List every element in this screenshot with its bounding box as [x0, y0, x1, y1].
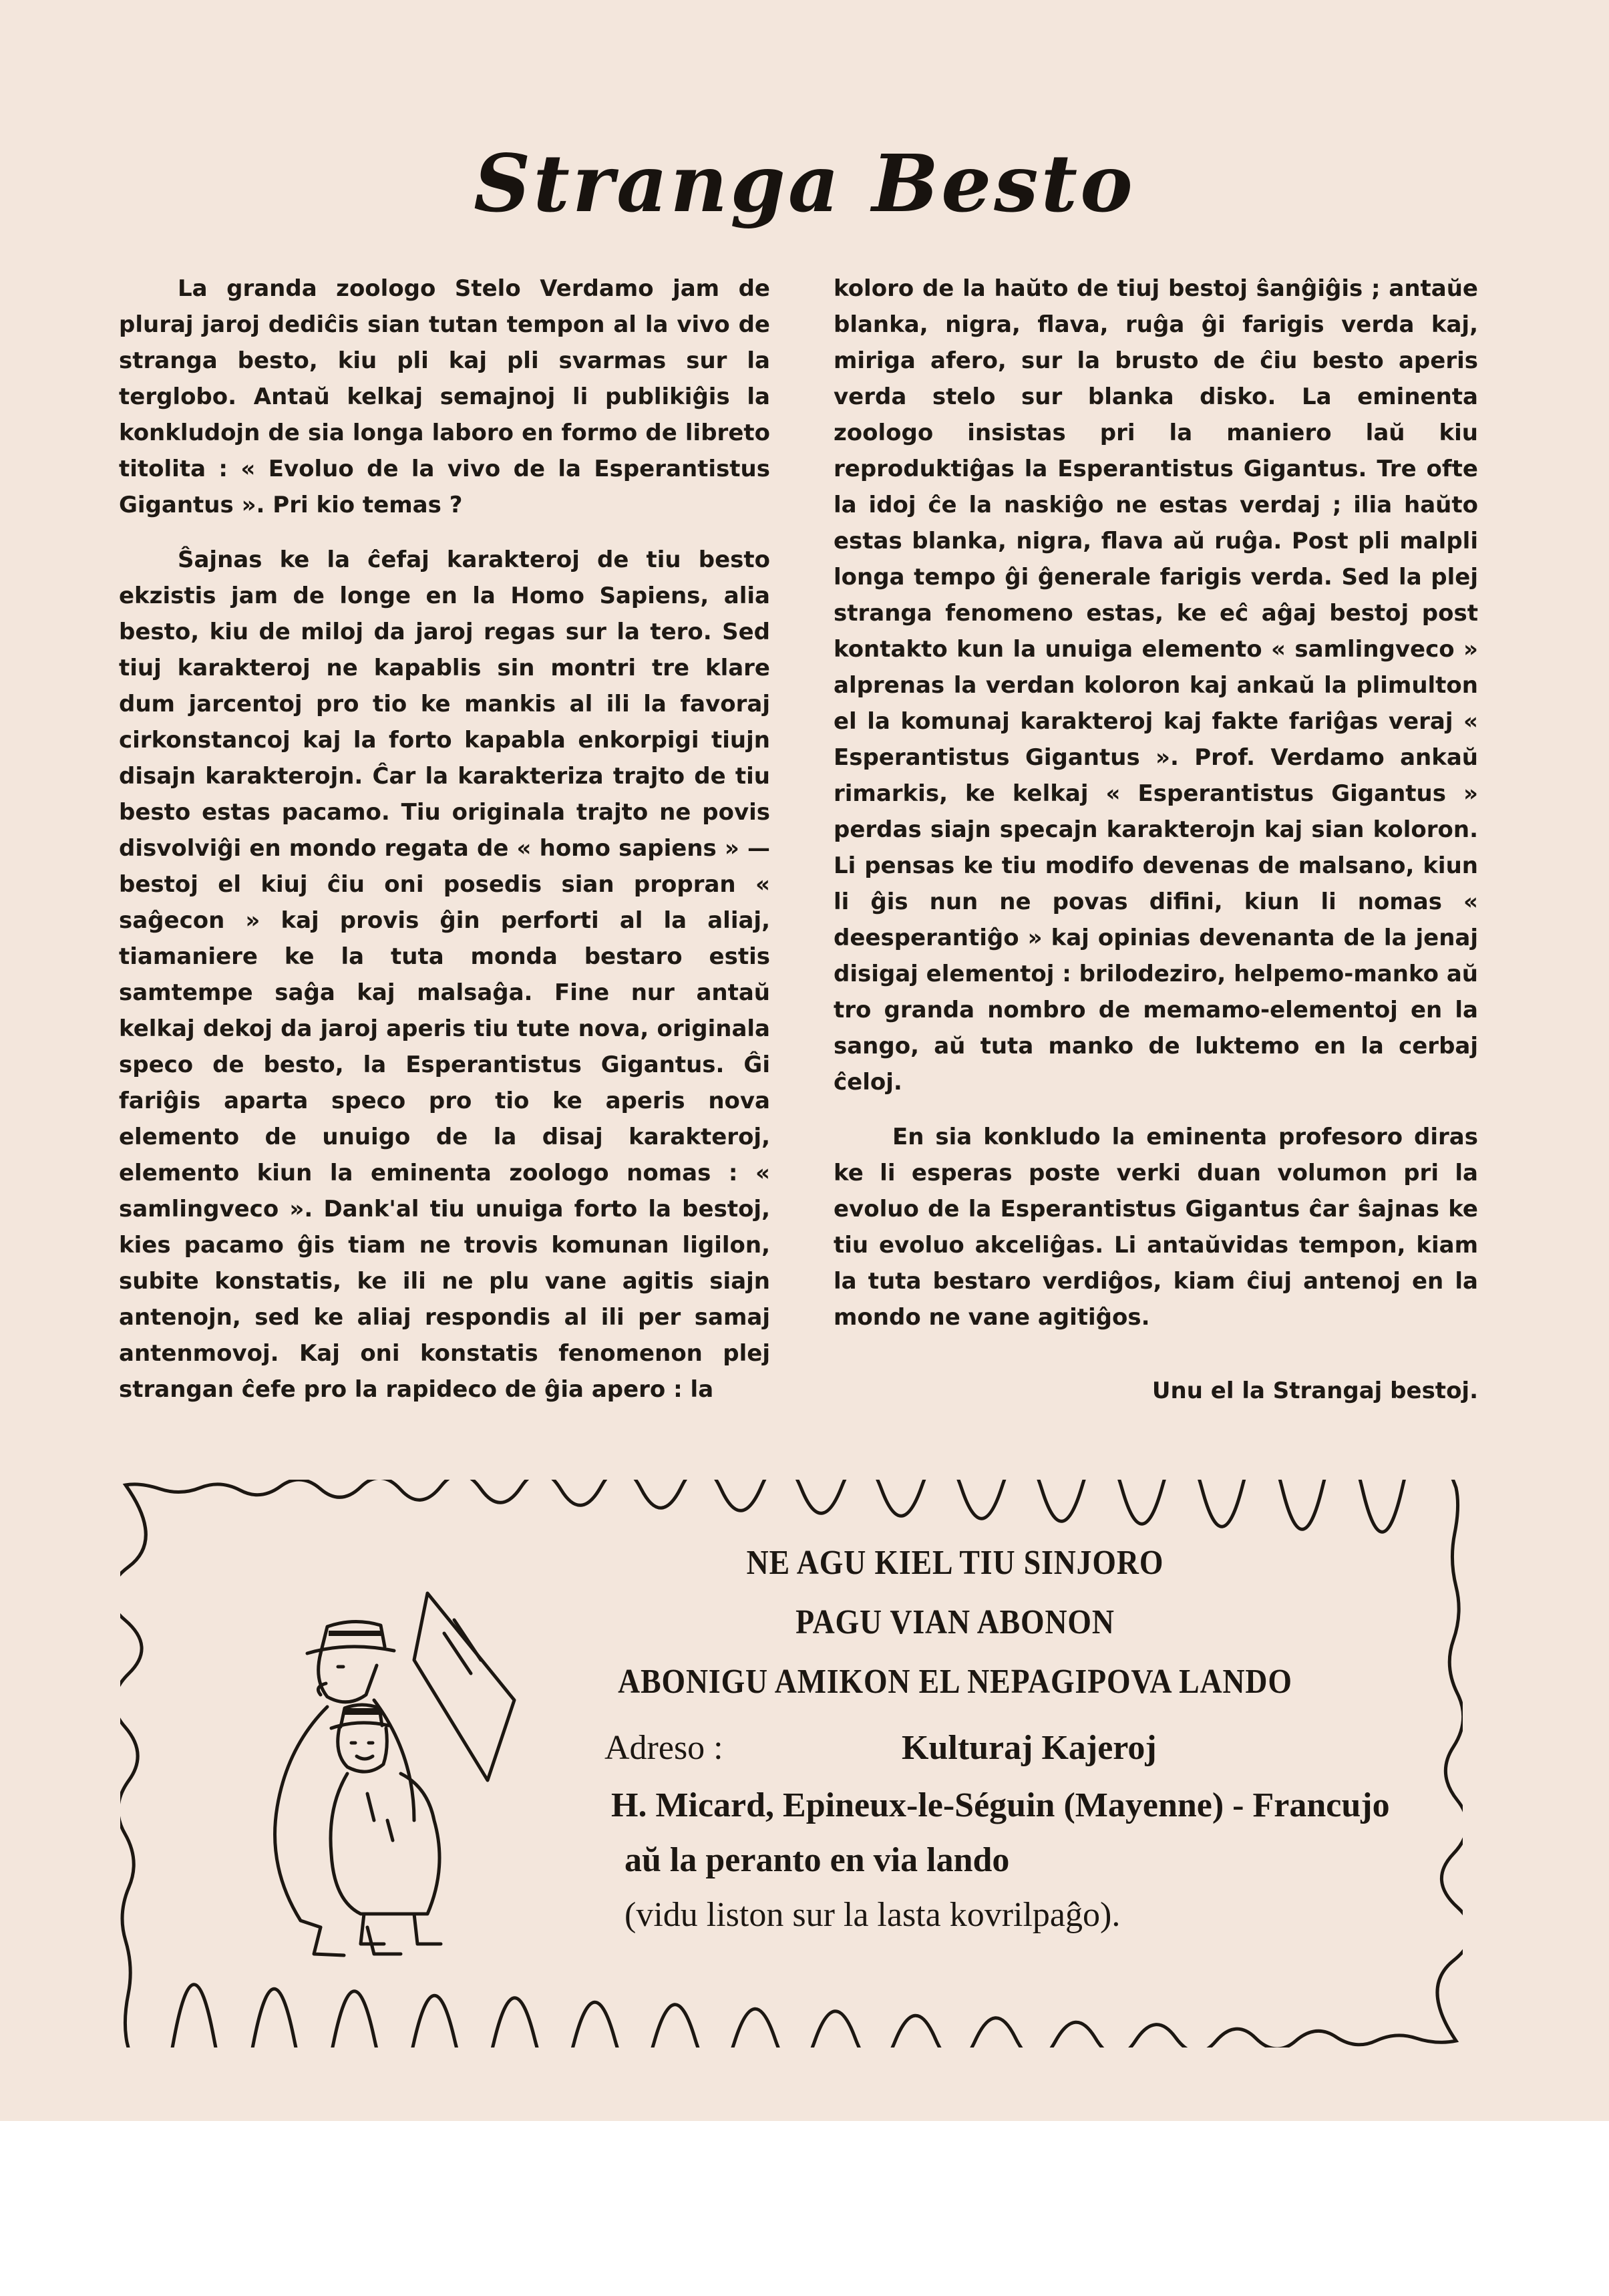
advert-line: ABONIGU AMIKON EL NEPAGIPOVA LANDO [618, 1663, 1292, 1701]
list-note: (vidu liston sur la lasta kovrilpaĝo). [624, 1896, 1121, 1934]
address-label: Adreso : [604, 1729, 723, 1767]
article-left-column [119, 271, 770, 1408]
postal-address: H. Micard, Epineux-le-Séguin (Mayenne) - Francujo [611, 1786, 1390, 1824]
advert-line: PAGU VIAN ABONON [795, 1603, 1115, 1641]
paragraph: En sia konkludo la eminenta profesoro diras ke li esperas poste verki duan volumon pri la evoluo de la Esperantistus Gigantus ĉar ŝajnas ke tiu evoluo akceliĝas. Li antaŭvidas tempon, kiam la tuta bestaro verdiĝos, kiam ĉiuj antenoj en la mondo ne vane agitiĝos. [834, 1124, 1478, 1331]
paragraph: Ŝajnas ke la ĉefaj karakteroj de tiu besto ekzistis jam de longe en la Homo Sapiens, alia besto, kiu de miloj da jaroj regas sur la tero. Sed tiuj karakteroj ne kapablis sin montri tre klare dum jarcentoj pro tio ke mankis al ili la favoraj cirkonstancoj kaj la forto kapabla enkorpigi tiujn disajn karakterojn. Ĉar la karakteriza trajto de tiu besto estas pacamo. Tiu originala trajto ne povis disvolviĝi en mondo regata de « homo sapiens » — bestoj el kiuj ĉiu oni posedis sian propran « saĝecon » kaj provis ĝin perforti al la aliaj, tiamaniere ke la tuta monda bestaro estis samtempe saĝa kaj malsaĝa. Fine nur antaŭ kelkaj dekoj da jaroj aperis tiu tute nova, originala speco de besto, la Esperantistus Gigantus. Ĝi fariĝis aparta speco pro tio ke aperis nova elemento de unuigo de la disaj karakteroj, elemento kiun la eminenta zoologo nomas : « samlingveco ». Dank'al tiu unuiga forto la bestoj, kies pacamo ĝis tiam ne trovis komunan ligilon, subite konstatis, ke ili ne plu vane agitis siajn antenojn, sed ke aliaj respondis al ili per samaj antenmovoj. Kaj oni konstatis fenomenon plej strangan ĉefe pro la rapideco de ĝia apero : la [119, 546, 770, 1403]
article-title: Stranga Besto [474, 137, 1135, 230]
article-right-column [834, 271, 1478, 1409]
article-signature: Unu el la Strangaj bestoj. [1151, 1377, 1478, 1404]
subscription-advert [120, 1480, 1463, 2047]
agent-note: aŭ la peranto en via lando [624, 1841, 1010, 1879]
paragraph: La granda zoologo Stelo Verdamo jam de pluraj jaroj dediĉis sian tutan tempon al la vivo de stranga besto, kiu pli kaj pli svarmas sur la terglobo. Antaŭ kelkaj semajnoj li publikiĝis la konkludojn de sia longa laboro en formo de libreto titolita : « Evoluo de la vivo de la Esperantistus Gigantus ». Pri kio temas ? [119, 275, 770, 518]
organization-name: Kulturaj Kajeroj [902, 1729, 1157, 1767]
paragraph: koloro de la haŭto de tiuj bestoj ŝanĝiĝis ; antaŭe blanka, nigra, flava, ruĝa ĝi farigis verda kaj, miriga afero, sur la brusto de ĉiu besto aperis verda stelo sur blanka disko. La eminenta zoologo insistas pri la maniero laŭ kiu reproduktiĝas la Esperantistus Gigantus. Tre ofte la idoj ĉe la naskiĝo ne estas verdaj ; ilia haŭto estas blanka, nigra, flava aŭ ruĝa. Post pli malpli longa tempo ĝi ĝenerale farigis verda. Sed la plej stranga fenomeno estas, ke eĉ aĝaj bestoj post kontakto kun la unuiga elemento « samlingveco » alprenas la verdan koloron kaj ankaŭ la plimulton el la komunaj karakteroj kaj fakte fariĝas veraj « Esperantistus Gigantus ». Prof. Verdamo ankaŭ rimarkis, ke kelkaj « Esperantistus Gigantus » perdas siajn specajn karakterojn kaj sian koloron. Li pensas ke tiu modifo devenas de malsano, kiun li ĝis nun ne povas difini, kiun li nomas « deesperantiĝo » kaj opinias devenanta de la jenaj disigaj elementoj : brilodeziro, helpemo-manko aŭ tro granda nombro de memamo-elementoj en la sango, aŭ tuta manko de luktemo en la cerbaj ĉeloj. [834, 275, 1478, 1096]
advert-headline: NE AGU KIEL TIU SINJORO [746, 1544, 1164, 1582]
cartoon-illustration [214, 1553, 561, 1967]
